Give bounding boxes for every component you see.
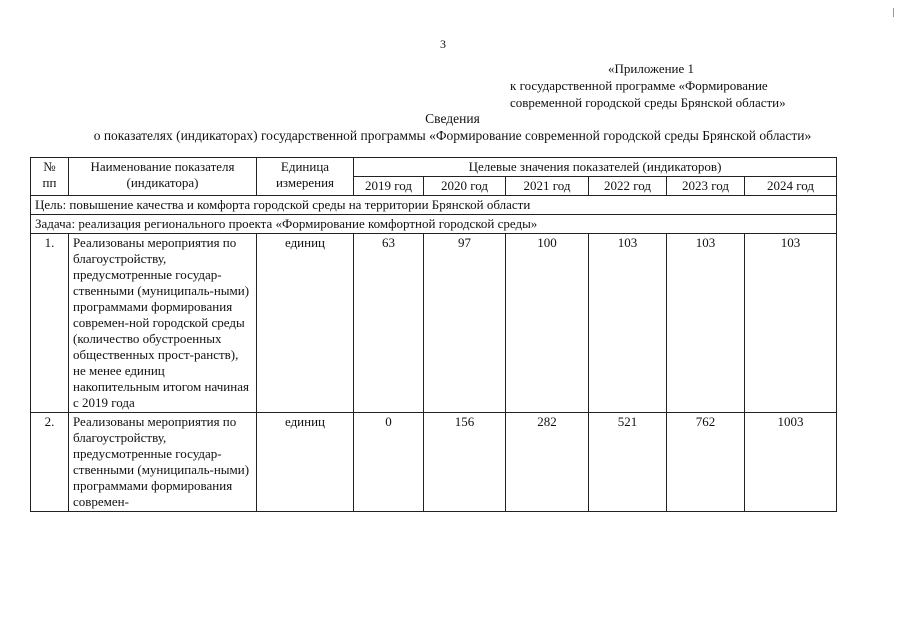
table-row xyxy=(31,234,837,413)
row-value-2024: 1003 xyxy=(745,413,837,512)
row-name-text: Реализованы мероприятия по благоустройству, предусмотренные государ-ственными (муниципаль-ными) программами формирования современ- xyxy=(73,414,250,509)
row-value-2019: 63 xyxy=(354,234,424,413)
year-2019: 2019 год xyxy=(354,177,424,196)
row-value-2022: 521 xyxy=(589,413,667,512)
year-2024: 2024 год xyxy=(745,177,837,196)
goal-text: Цель: повышение качества и комфорта городской среды на территории Брянской области xyxy=(31,196,837,215)
document-title: Сведения xyxy=(425,111,480,126)
appendix-line-1: «Приложение 1 xyxy=(608,61,695,76)
row-unit: единиц xyxy=(257,234,354,413)
row-value-2020: 156 xyxy=(424,413,506,512)
row-value-2021: 282 xyxy=(506,413,589,512)
appendix-line-3: современной городской среды Брянской области» xyxy=(510,95,786,110)
appendix-line-2: к государственной программе «Формирование xyxy=(510,78,768,93)
document-subtitle: о показателях (индикаторах) государственной программы «Формирование современной городской среды Брянской области» xyxy=(93,128,812,143)
header-num: № пп xyxy=(31,158,69,196)
header-targets: Целевые значения показателей (индикаторов) xyxy=(354,158,837,177)
row-name: Реализованы мероприятия по благоустройству, предусмотренные государ-ственными (муниципаль-ными) программами формирования современ-ной городской среды (количество обустроенных общественных прост-ранств), не менее единиц накопительным итогом начиная с 2019 года xyxy=(69,234,257,413)
goal-row xyxy=(31,196,837,215)
year-2021: 2021 год xyxy=(506,177,589,196)
year-2023: 2023 год xyxy=(667,177,745,196)
header-name: Наименование показателя (индикатора) xyxy=(69,158,257,196)
row-value-2020: 97 xyxy=(424,234,506,413)
year-2020: 2020 год xyxy=(424,177,506,196)
task-row xyxy=(31,215,837,234)
row-unit: единиц xyxy=(257,413,354,512)
table-row xyxy=(31,413,837,512)
row-num: 1. xyxy=(31,234,69,413)
row-value-2022: 103 xyxy=(589,234,667,413)
appendix-block xyxy=(510,60,786,111)
row-value-2024: 103 xyxy=(745,234,837,413)
indicators-table xyxy=(30,157,837,512)
header-unit: Единица измерения xyxy=(257,158,354,196)
row-value-2021: 100 xyxy=(506,234,589,413)
row-value-2023: 762 xyxy=(667,413,745,512)
row-value-2019: 0 xyxy=(354,413,424,512)
table-header-row xyxy=(31,158,837,177)
task-text: Задача: реализация регионального проекта «Формирование комфортной городской среды» xyxy=(31,215,837,234)
year-2022: 2022 год xyxy=(589,177,667,196)
row-value-2023: 103 xyxy=(667,234,745,413)
page-number: 3 xyxy=(440,37,446,51)
row-name xyxy=(69,413,257,512)
scan-edge-mark xyxy=(893,8,894,17)
row-num: 2. xyxy=(31,413,69,512)
